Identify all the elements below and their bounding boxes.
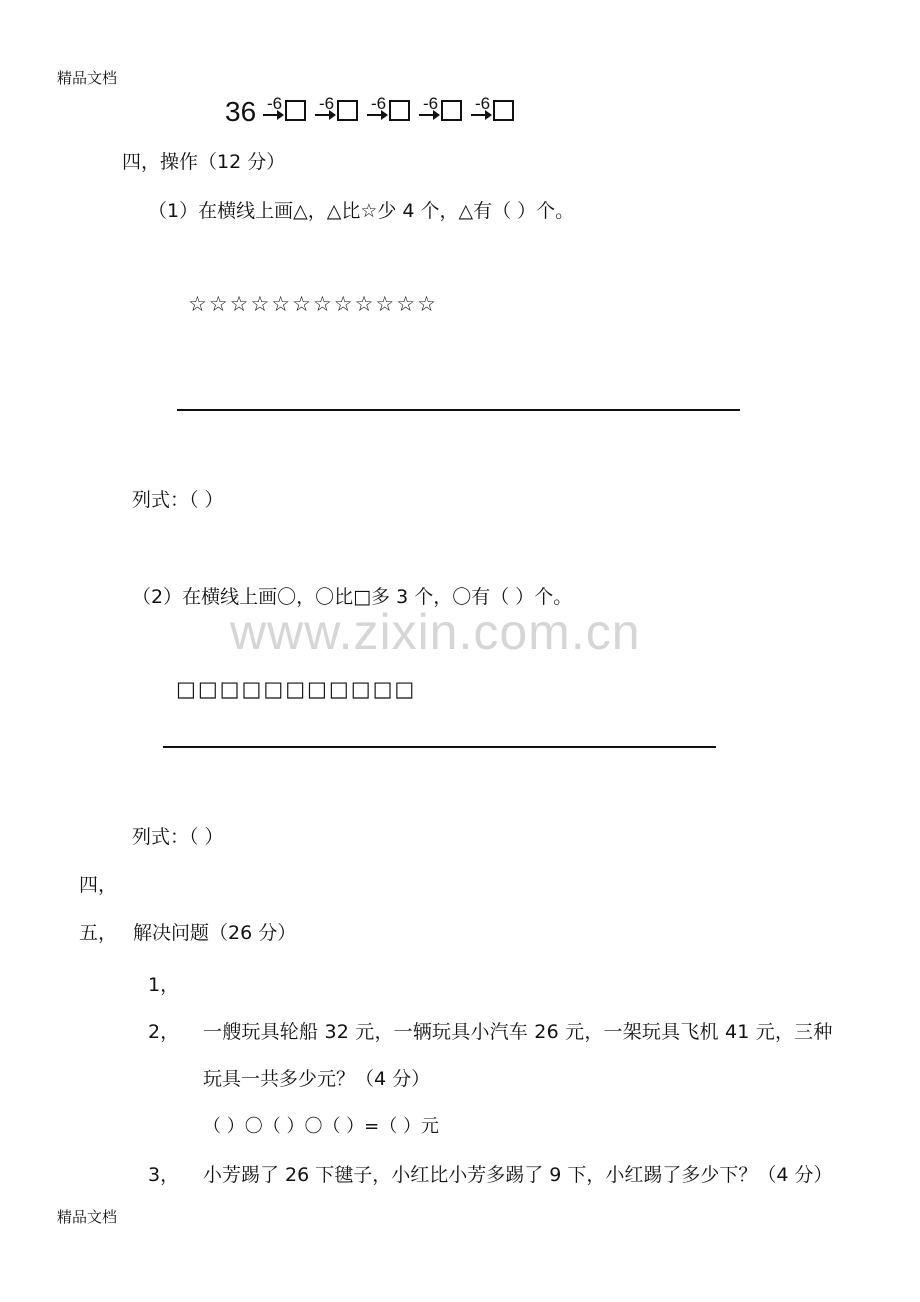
step-operator: -6 — [423, 94, 439, 113]
watermark: www.zixin.com.cn — [230, 604, 641, 660]
step-operator: -6 — [267, 94, 283, 113]
section-five-number: 五， — [79, 922, 118, 944]
answer-box — [337, 100, 358, 121]
page-footer: 精品文档 — [57, 1208, 118, 1226]
problem-3-text: 小芳踢了 26 下毽子，小红比小芳多踢了 9 下，小红踢了多少下？（4 分） — [203, 1164, 833, 1186]
arrow-icon — [367, 114, 383, 116]
section-operation-title: 四，操作（12 分） — [122, 151, 286, 173]
formula-line-2: 列式：（ ） — [132, 826, 224, 848]
arrow-icon — [315, 114, 331, 116]
problem-3-number: 3， — [148, 1164, 180, 1186]
section-five-title: 解决问题（26 分） — [133, 922, 297, 944]
star-row: ☆☆☆☆☆☆☆☆☆☆☆☆ — [188, 292, 438, 316]
question-2-text: （2）在横线上画〇，〇比□多 3 个，〇有（ ）个。 — [132, 586, 573, 608]
sequence-step — [415, 92, 467, 132]
answer-box — [441, 100, 462, 121]
sequence-step — [467, 92, 519, 132]
problem-1-number: 1， — [148, 974, 180, 996]
square-row: □□□□□□□□□□□ — [176, 677, 417, 701]
answer-box — [389, 100, 410, 121]
formula-line-1: 列式：（ ） — [132, 489, 224, 511]
answer-box — [493, 100, 514, 121]
drawing-line-2 — [163, 746, 716, 748]
problem-2-text-line-1: 一艘玩具轮船 32 元，一辆玩具小汽车 26 元，一架玩具飞机 41 元，三种 — [203, 1021, 833, 1043]
arrow-icon — [263, 114, 279, 116]
sequence-step — [311, 92, 363, 132]
question-1-text: （1）在横线上画△，△比☆少 4 个，△有（ ）个。 — [148, 200, 575, 222]
step-operator: -6 — [475, 94, 491, 113]
section-four-label: 四， — [79, 874, 118, 896]
arrow-icon — [471, 114, 487, 116]
sequence-step — [259, 92, 311, 132]
problem-2-text-line-2: 玩具一共多少元？（4 分） — [203, 1068, 431, 1090]
drawing-line-1 — [177, 409, 740, 411]
problem-2-number: 2， — [148, 1021, 180, 1043]
page-header: 精品文档 — [57, 69, 118, 87]
step-operator: -6 — [319, 94, 335, 113]
sequence-start: 36 — [225, 96, 257, 127]
step-operator: -6 — [371, 94, 387, 113]
answer-box — [285, 100, 306, 121]
arrow-icon — [419, 114, 435, 116]
problem-2-equation: （ ）〇（ ）〇（ ）=（ ）元 — [203, 1116, 439, 1137]
sequence-step — [363, 92, 415, 132]
